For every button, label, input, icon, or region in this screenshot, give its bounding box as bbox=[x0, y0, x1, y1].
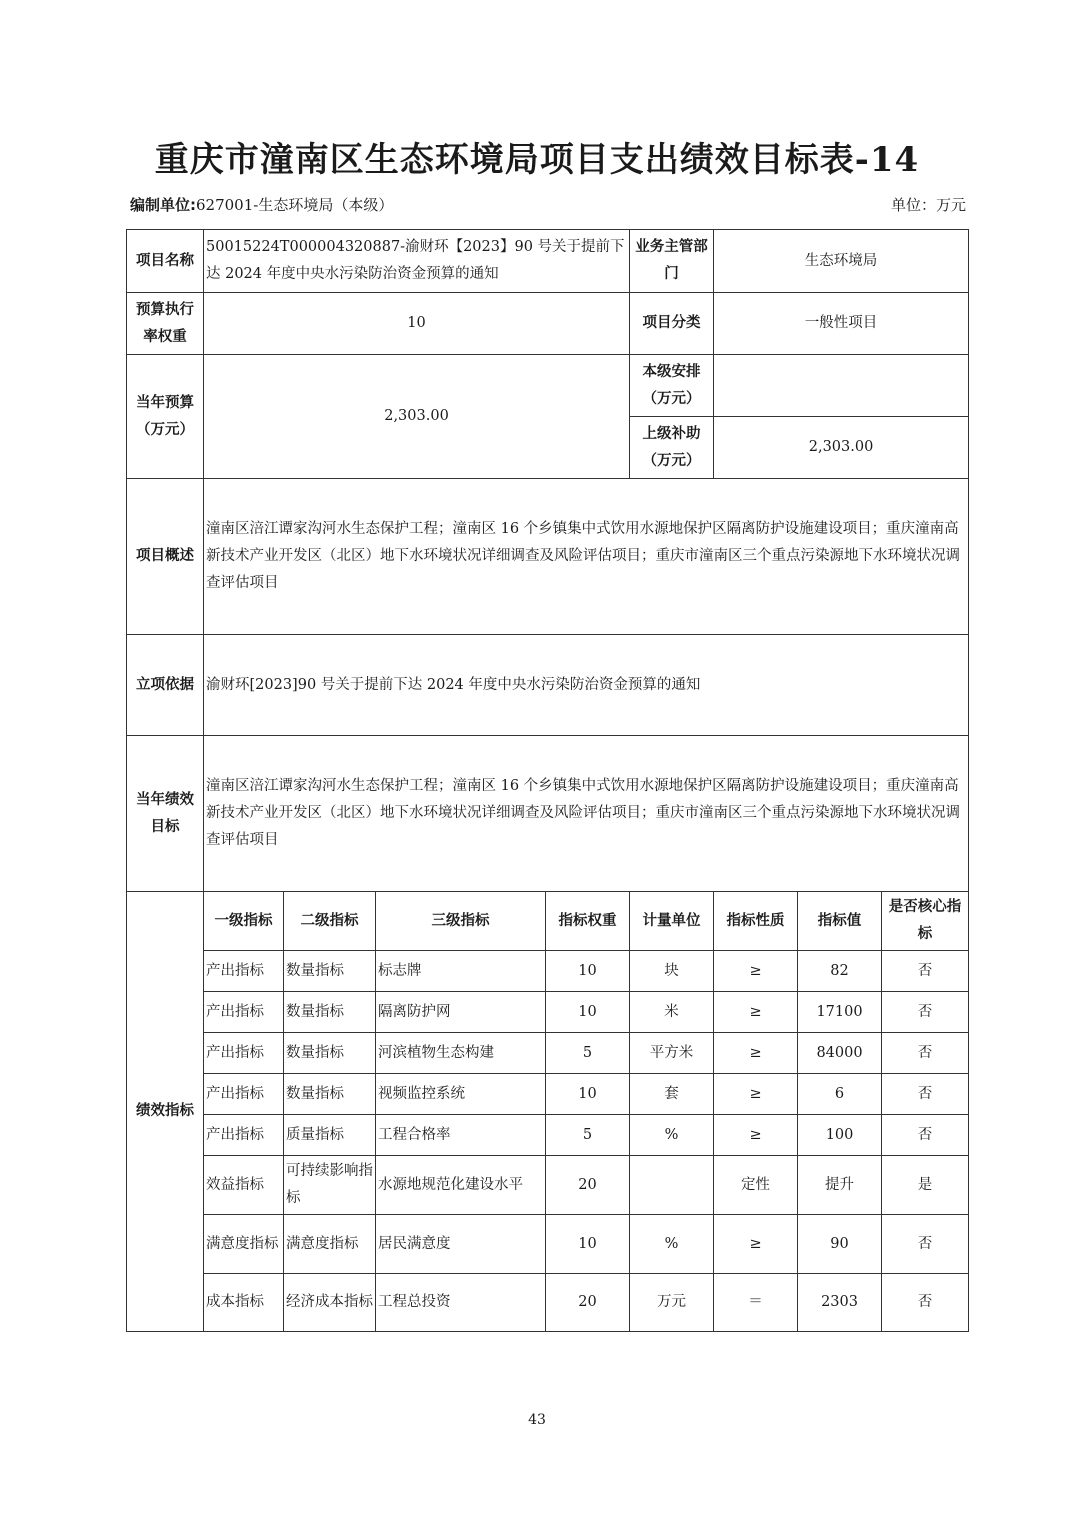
level3-cell: 标志牌 bbox=[376, 951, 546, 992]
performance-table bbox=[126, 229, 969, 1332]
level1-cell: 产出指标 bbox=[204, 1115, 284, 1156]
table-row bbox=[127, 1156, 969, 1215]
exec-weight-value: 10 bbox=[204, 293, 630, 355]
level1-cell: 产出指标 bbox=[204, 951, 284, 992]
level2-cell: 可持续影响指标 bbox=[284, 1156, 376, 1215]
goal-value: 潼南区涪江谭家沟河水生态保护工程；潼南区 16 个乡镇集中式饮用水源地保护区隔离防护设施建设项目；重庆潼南高新技术产业开发区（北区）地下水环境状况详细调查及风险评估项目；重庆市潼南区三个重点污染源地下水环境状况调查评估项目 bbox=[204, 736, 969, 892]
target-value-cell: 100 bbox=[798, 1115, 882, 1156]
table-row bbox=[127, 951, 969, 992]
indicator-header: 指标值 bbox=[798, 892, 882, 951]
core-cell: 否 bbox=[882, 1274, 969, 1332]
target-value-cell: 2303 bbox=[798, 1274, 882, 1332]
level3-cell: 工程总投资 bbox=[376, 1274, 546, 1332]
core-cell: 否 bbox=[882, 1074, 969, 1115]
level2-cell: 数量指标 bbox=[284, 1074, 376, 1115]
dept-label: 业务主管部门 bbox=[630, 230, 714, 293]
dept-value: 生态环境局 bbox=[714, 230, 969, 293]
page-number: 43 bbox=[528, 1412, 546, 1428]
target-value-cell: 90 bbox=[798, 1215, 882, 1274]
core-cell: 否 bbox=[882, 951, 969, 992]
level3-cell: 河滨植物生态构建 bbox=[376, 1033, 546, 1074]
weight-cell: 20 bbox=[546, 1274, 630, 1332]
basis-label: 立项依据 bbox=[127, 635, 204, 736]
table-row bbox=[127, 1215, 969, 1274]
weight-cell: 10 bbox=[546, 992, 630, 1033]
exec-weight-label: 预算执行率权重 bbox=[127, 293, 204, 355]
table-row bbox=[127, 1115, 969, 1156]
level1-cell: 满意度指标 bbox=[204, 1215, 284, 1274]
nature-cell: ≥ bbox=[714, 951, 798, 992]
weight-cell: 20 bbox=[546, 1156, 630, 1215]
unit-cell: 平方米 bbox=[630, 1033, 714, 1074]
budget-value: 2,303.00 bbox=[204, 355, 630, 479]
level1-cell: 产出指标 bbox=[204, 1074, 284, 1115]
project-name-value: 50015224T000004320887-渝财环【2023】90 号关于提前下达 2024 年度中央水污染防治资金预算的通知 bbox=[204, 230, 630, 293]
page-title: 重庆市潼南区生态环境局项目支出绩效目标表-14 bbox=[154, 140, 920, 180]
nature-cell: ≥ bbox=[714, 1074, 798, 1115]
target-value-cell: 提升 bbox=[798, 1156, 882, 1215]
category-value: 一般性项目 bbox=[714, 293, 969, 355]
unit-cell: 米 bbox=[630, 992, 714, 1033]
indicator-header: 二级指标 bbox=[284, 892, 376, 951]
nature-cell: ≥ bbox=[714, 1215, 798, 1274]
level1-cell: 效益指标 bbox=[204, 1156, 284, 1215]
level3-cell: 视频监控系统 bbox=[376, 1074, 546, 1115]
local-budget-value bbox=[714, 355, 969, 417]
compiling-unit bbox=[130, 194, 393, 215]
nature-cell: ≥ bbox=[714, 1033, 798, 1074]
compiling-unit-label: 编制单位: bbox=[130, 196, 196, 214]
nature-cell: ≥ bbox=[714, 1115, 798, 1156]
project-name-label: 项目名称 bbox=[127, 230, 204, 293]
level2-cell: 数量指标 bbox=[284, 951, 376, 992]
indicator-header: 指标性质 bbox=[714, 892, 798, 951]
core-cell: 否 bbox=[882, 1033, 969, 1074]
indicator-header: 三级指标 bbox=[376, 892, 546, 951]
unit-cell: % bbox=[630, 1215, 714, 1274]
level2-cell: 数量指标 bbox=[284, 1033, 376, 1074]
upper-subsidy-label: 上级补助（万元） bbox=[630, 417, 714, 479]
basis-value: 渝财环[2023]90 号关于提前下达 2024 年度中央水污染防治资金预算的通知 bbox=[204, 635, 969, 736]
core-cell: 否 bbox=[882, 1215, 969, 1274]
level3-cell: 工程合格率 bbox=[376, 1115, 546, 1156]
upper-subsidy-value: 2,303.00 bbox=[714, 417, 969, 479]
level1-cell: 产出指标 bbox=[204, 1033, 284, 1074]
level3-cell: 水源地规范化建设水平 bbox=[376, 1156, 546, 1215]
currency-unit: 单位：万元 bbox=[890, 196, 966, 214]
target-value-cell: 82 bbox=[798, 951, 882, 992]
level1-cell: 产出指标 bbox=[204, 992, 284, 1033]
level3-cell: 隔离防护网 bbox=[376, 992, 546, 1033]
table-row bbox=[127, 1074, 969, 1115]
nature-cell: ≥ bbox=[714, 992, 798, 1033]
unit-cell: 套 bbox=[630, 1074, 714, 1115]
unit-cell: % bbox=[630, 1115, 714, 1156]
core-cell: 否 bbox=[882, 1115, 969, 1156]
weight-cell: 10 bbox=[546, 1074, 630, 1115]
level1-cell: 成本指标 bbox=[204, 1274, 284, 1332]
indicator-header: 指标权重 bbox=[546, 892, 630, 951]
target-value-cell: 6 bbox=[798, 1074, 882, 1115]
weight-cell: 10 bbox=[546, 1215, 630, 1274]
unit-cell bbox=[630, 1156, 714, 1215]
compiling-unit-value: 627001-生态环境局（本级） bbox=[196, 196, 394, 214]
nature-cell: ＝ bbox=[714, 1274, 798, 1332]
level3-cell: 居民满意度 bbox=[376, 1215, 546, 1274]
nature-cell: 定性 bbox=[714, 1156, 798, 1215]
level2-cell: 满意度指标 bbox=[284, 1215, 376, 1274]
unit-cell: 块 bbox=[630, 951, 714, 992]
level2-cell: 经济成本指标 bbox=[284, 1274, 376, 1332]
overview-value: 潼南区涪江谭家沟河水生态保护工程；潼南区 16 个乡镇集中式饮用水源地保护区隔离防护设施建设项目；重庆潼南高新技术产业开发区（北区）地下水环境状况详细调查及风险评估项目；重庆市潼南区三个重点污染源地下水环境状况调查评估项目 bbox=[204, 479, 969, 635]
level2-cell: 质量指标 bbox=[284, 1115, 376, 1156]
local-budget-label: 本级安排（万元） bbox=[630, 355, 714, 417]
core-cell: 否 bbox=[882, 992, 969, 1033]
indicator-header: 一级指标 bbox=[204, 892, 284, 951]
target-value-cell: 17100 bbox=[798, 992, 882, 1033]
budget-label: 当年预算（万元） bbox=[127, 355, 204, 479]
weight-cell: 10 bbox=[546, 951, 630, 992]
table-row bbox=[127, 1274, 969, 1332]
category-label: 项目分类 bbox=[630, 293, 714, 355]
goal-label: 当年绩效目标 bbox=[127, 736, 204, 892]
weight-cell: 5 bbox=[546, 1115, 630, 1156]
target-value-cell: 84000 bbox=[798, 1033, 882, 1074]
indicator-header: 计量单位 bbox=[630, 892, 714, 951]
overview-label: 项目概述 bbox=[127, 479, 204, 635]
indicator-header: 是否核心指标 bbox=[882, 892, 969, 951]
core-cell: 是 bbox=[882, 1156, 969, 1215]
unit-cell: 万元 bbox=[630, 1274, 714, 1332]
indicators-label: 绩效指标 bbox=[127, 892, 204, 1332]
table-row bbox=[127, 992, 969, 1033]
level2-cell: 数量指标 bbox=[284, 992, 376, 1033]
weight-cell: 5 bbox=[546, 1033, 630, 1074]
table-row bbox=[127, 1033, 969, 1074]
